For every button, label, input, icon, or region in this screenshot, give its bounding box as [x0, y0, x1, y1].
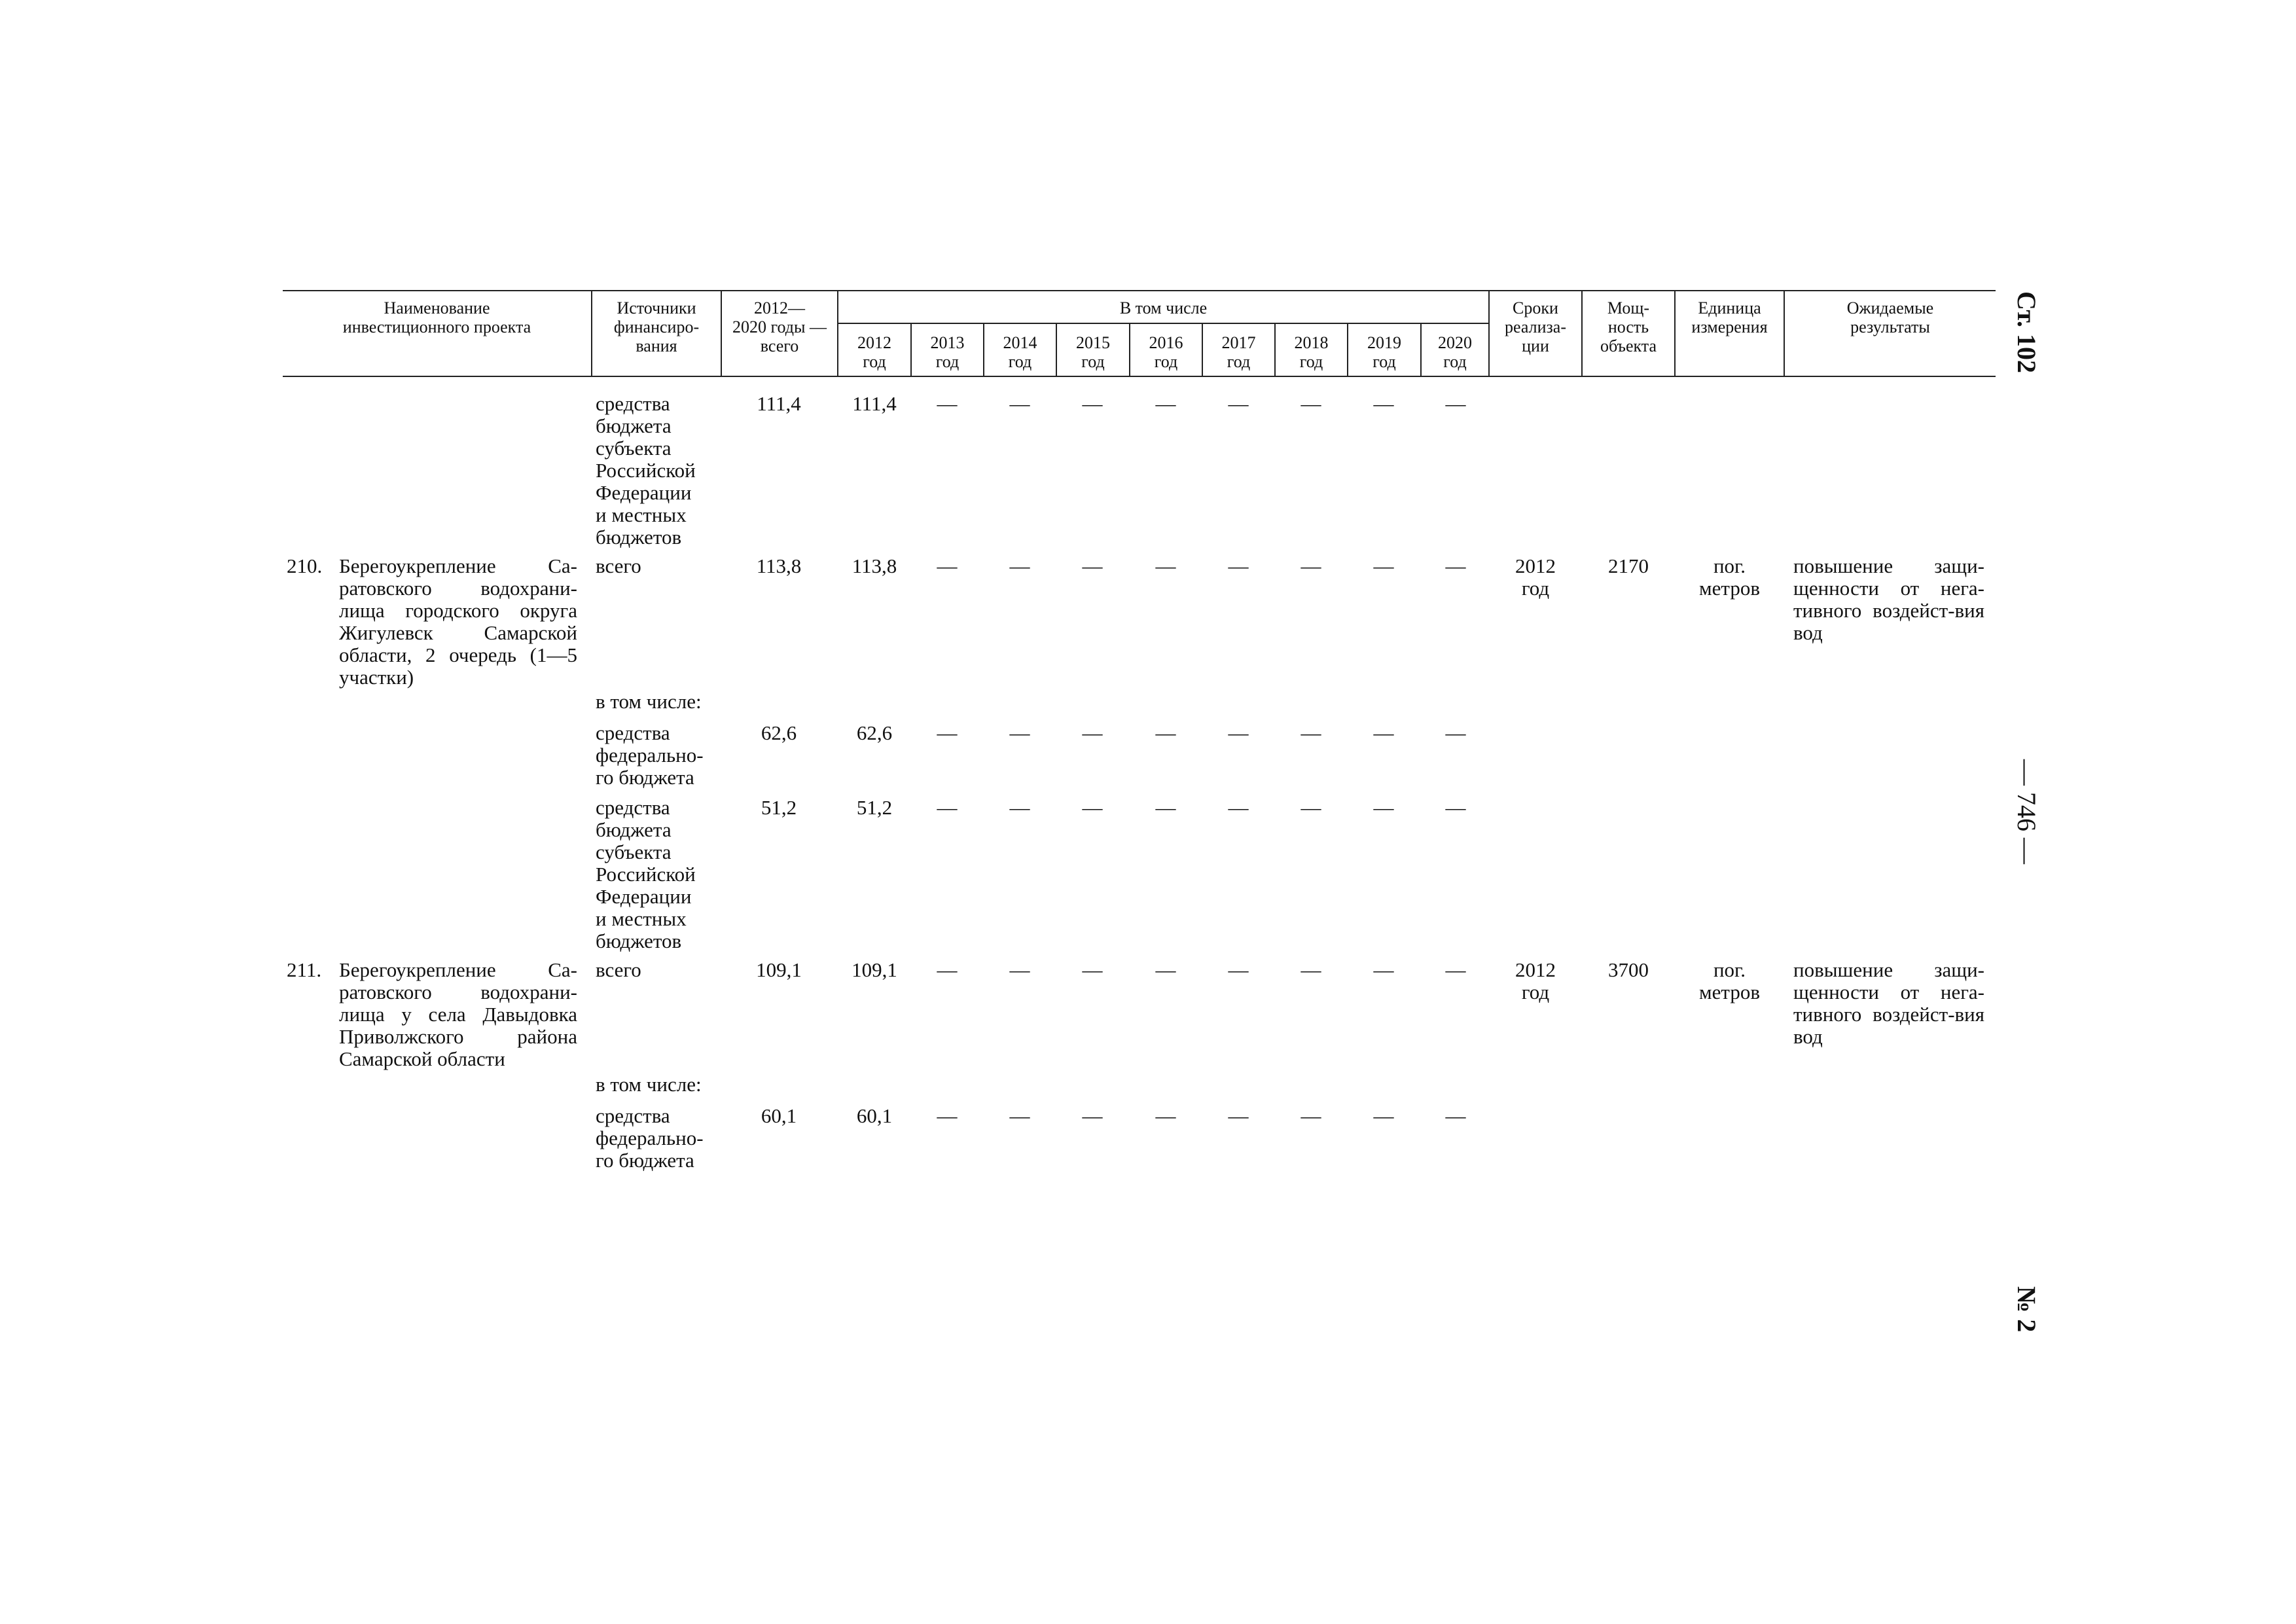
row-2013: —	[937, 721, 958, 744]
row-2013: —	[937, 958, 958, 981]
row-2014: —	[1009, 392, 1030, 415]
row-total: 62,6	[761, 721, 797, 744]
row-2015: —	[1082, 721, 1103, 744]
row-2014: —	[1009, 1104, 1030, 1127]
row-2012: 60,1	[856, 1104, 893, 1127]
row-total: 109,1	[756, 958, 802, 981]
row-2015: —	[1082, 554, 1103, 577]
row-2014: —	[1009, 721, 1030, 744]
row-funding-source: средства федерально- го бюджета	[596, 721, 704, 789]
row-2013: —	[937, 554, 958, 577]
issue-number: № 2	[2012, 1286, 2041, 1333]
header-year: 2013 год	[930, 333, 965, 371]
row-2020: —	[1445, 554, 1466, 577]
row-funding-source: средства федерально- го бюджета	[596, 1104, 704, 1172]
row-2018: —	[1300, 554, 1321, 577]
row-2017: —	[1228, 721, 1249, 744]
header-funding-source: Источники финансиро- вания	[613, 298, 700, 355]
row-2012: 111,4	[852, 392, 897, 415]
project-name: Берегоукрепление Са-ратовского водохрани-лища у села Давыдовка Приволжского района Самарской области	[339, 958, 577, 1070]
row-total: 60,1	[761, 1104, 797, 1127]
row-2018: —	[1300, 958, 1321, 981]
row-2018: —	[1300, 392, 1321, 415]
header-total: 2012— 2020 годы — всего	[732, 298, 827, 355]
row-2013: —	[937, 1104, 958, 1127]
row-2014: —	[1009, 796, 1030, 819]
row-capacity: 3700	[1608, 958, 1649, 981]
page-ref-top: Ст. 102	[2012, 291, 2041, 373]
header-year: 2020 год	[1438, 333, 1472, 371]
row-2015: —	[1082, 392, 1103, 415]
project-name: Берегоукрепление Са-ратовского водохрани-лища городского округа Жигулевск Самарской области, 2 очередь (1—5 участки)	[339, 554, 577, 689]
row-2012: 51,2	[856, 796, 893, 819]
row-2020: —	[1445, 958, 1466, 981]
row-2018: —	[1300, 721, 1321, 744]
row-2015: —	[1082, 958, 1103, 981]
row-total: 113,8	[756, 554, 802, 577]
project-number: 210.	[287, 554, 323, 577]
row-2017: —	[1228, 554, 1249, 577]
row-total: 111,4	[757, 392, 801, 415]
row-2016: —	[1155, 1104, 1176, 1127]
row-unit: пог. метров	[1699, 554, 1760, 600]
row-terms: 2012 год	[1515, 958, 1556, 1003]
header-year: 2017 год	[1221, 333, 1256, 371]
year-subheader-rule	[837, 323, 1488, 324]
including-label: в том числе:	[596, 1073, 702, 1096]
row-unit: пог. метров	[1699, 958, 1760, 1003]
header-including: В том числе	[1119, 298, 1208, 317]
row-2016: —	[1155, 796, 1176, 819]
row-2016: —	[1155, 721, 1176, 744]
header-terms: Сроки реализа- ции	[1505, 298, 1566, 355]
row-2013: —	[937, 392, 958, 415]
row-2017: —	[1228, 1104, 1249, 1127]
row-2019: —	[1373, 554, 1394, 577]
header-unit: Единица измерения	[1691, 298, 1768, 336]
row-2020: —	[1445, 392, 1466, 415]
header-year: 2018 год	[1294, 333, 1329, 371]
row-2012: 62,6	[856, 721, 893, 744]
row-2016: —	[1155, 554, 1176, 577]
row-2019: —	[1373, 721, 1394, 744]
row-2016: —	[1155, 392, 1176, 415]
header-capacity: Мощ- ность объекта	[1600, 298, 1657, 355]
row-2014: —	[1009, 554, 1030, 577]
header-results: Ожидаемые результаты	[1846, 298, 1934, 336]
header-year: 2016 год	[1149, 333, 1183, 371]
header-year: 2015 год	[1076, 333, 1110, 371]
row-funding-source: средства бюджета субъекта Российской Федерации и местных бюджетов	[596, 796, 696, 952]
table-top-rule	[283, 290, 1996, 291]
row-result: повышение защи-щенности от нега-тивного воздейст-вия вод	[1793, 554, 1984, 644]
row-2013: —	[937, 796, 958, 819]
page-number: — 746 —	[2012, 759, 2041, 864]
row-funding-source: всего	[596, 554, 641, 577]
row-2020: —	[1445, 721, 1466, 744]
row-2014: —	[1009, 958, 1030, 981]
row-2017: —	[1228, 392, 1249, 415]
row-2019: —	[1373, 958, 1394, 981]
header-bottom-rule	[283, 376, 1996, 377]
row-2012: 113,8	[852, 554, 897, 577]
row-2019: —	[1373, 392, 1394, 415]
row-result: повышение защи-щенности от нега-тивного воздейст-вия вод	[1793, 958, 1984, 1048]
including-label: в том числе:	[596, 690, 702, 713]
row-capacity: 2170	[1608, 554, 1649, 577]
row-2019: —	[1373, 1104, 1394, 1127]
row-2015: —	[1082, 1104, 1103, 1127]
row-total: 51,2	[761, 796, 797, 819]
row-funding-source: средства бюджета субъекта Российской Федерации и местных бюджетов	[596, 392, 696, 549]
row-2019: —	[1373, 796, 1394, 819]
row-2015: —	[1082, 796, 1103, 819]
project-number: 211.	[287, 958, 322, 981]
row-2020: —	[1445, 1104, 1466, 1127]
row-2018: —	[1300, 796, 1321, 819]
header-year: 2019 год	[1367, 333, 1401, 371]
row-terms: 2012 год	[1515, 554, 1556, 600]
row-funding-source: всего	[596, 958, 641, 981]
header-project-name: Наименование инвестиционного проекта	[342, 298, 531, 336]
row-2017: —	[1228, 958, 1249, 981]
row-2020: —	[1445, 796, 1466, 819]
row-2017: —	[1228, 796, 1249, 819]
row-2018: —	[1300, 1104, 1321, 1127]
header-year: 2014 год	[1003, 333, 1037, 371]
row-2012: 109,1	[852, 958, 897, 981]
header-year: 2012 год	[857, 333, 891, 371]
row-2016: —	[1155, 958, 1176, 981]
